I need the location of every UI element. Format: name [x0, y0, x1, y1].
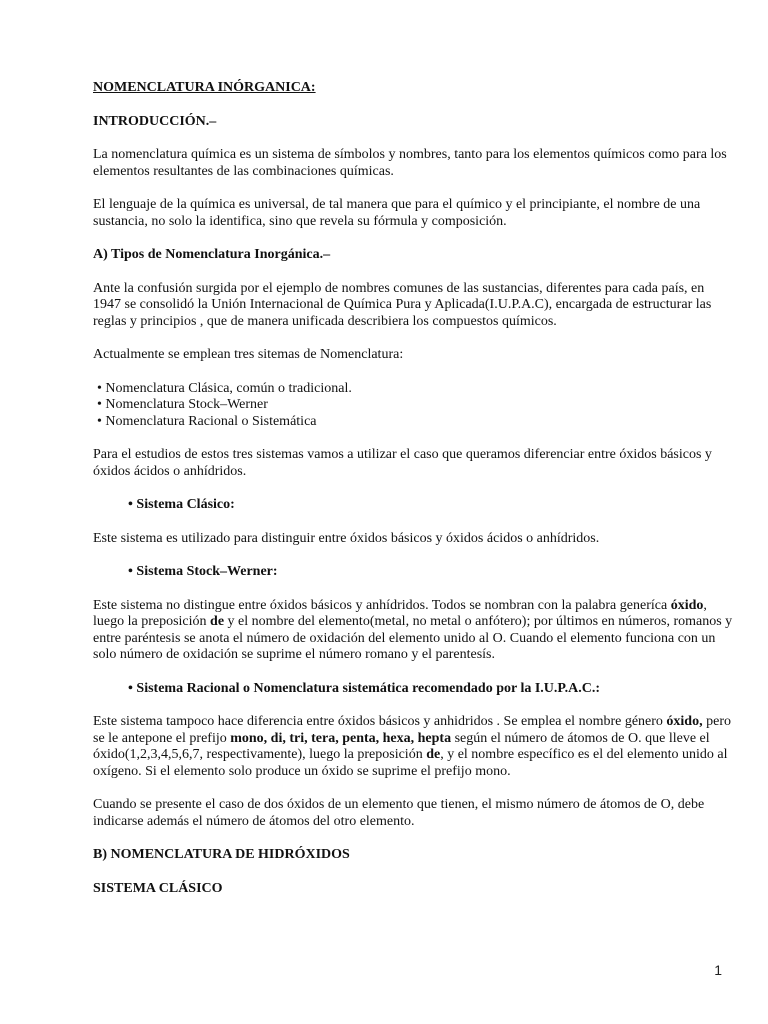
intro-paragraph-1: La nomenclatura química es un sistema de símbolos y nombres, tanto para los elementos químicos como para los elementos resultantes de las combinaciones químicas.	[93, 147, 727, 179]
systems-list	[93, 381, 733, 431]
list-item: • Nomenclatura Stock–Werner	[97, 397, 268, 412]
list-item: • Nomenclatura Racional o Sistemática	[97, 413, 317, 429]
racional-paragraph	[93, 714, 733, 780]
racional-heading: • Sistema Racional o Nomenclatura sistemática recomendado por la I.U.P.A.C.:	[128, 680, 601, 696]
section-b-heading: B) NOMENCLATURA DE HIDRÓXIDOS	[93, 847, 350, 862]
racional-bold-de: de	[426, 747, 441, 762]
intro-paragraph-2: El lenguaje de la química es universal, de tal manera que para el químico y el principiante, el nombre de una sustancia, no solo la identifica, sino que revela su fórmula y composición.	[93, 197, 701, 229]
section-a-paragraph-3: Para el estudios de estos tres sistemas vamos a utilizar el caso que queramos diferenciar entre óxidos básicos y óxidos ácidos o anhídridos.	[93, 447, 712, 479]
section-a-paragraph-2: Actualmente se emplean tres sitemas de Nomenclatura:	[93, 347, 404, 362]
stock-text-2: , luego la preposición	[93, 597, 707, 629]
section-a-heading: A) Tipos de Nomenclatura Inorgánica.–	[93, 247, 331, 262]
racional-bold-oxido: óxido,	[666, 714, 703, 729]
list-item: • Nomenclatura Clásica, común o tradicional.	[97, 380, 352, 396]
clasico-paragraph: Este sistema es utilizado para distinguir entre óxidos básicos y óxidos ácidos o anhídridos.	[93, 530, 600, 546]
stock-bold-de: de	[210, 614, 225, 629]
stock-text-3: y el nombre del elemento(metal, no metal o anfótero); por últimos en números, romanos y entre paréntesis se anota el número de oxidación del elemento unido al O. Cuando el elemento funciona con un solo número de oxidación se suprime el número romano y el parentesís.	[93, 614, 733, 662]
stock-bold-oxido: óxido	[670, 597, 704, 613]
document-title: NOMENCLATURA INÓRGANICA:	[93, 80, 316, 95]
section-b-subheading: SISTEMA CLÁSICO	[93, 880, 223, 896]
racional-text-2: pero se le antepone el prefijo	[93, 714, 731, 746]
racional-text-4: , y el nombre específico es el del elemento unido al oxígeno. Si el elemento solo produce un óxido se suprime el prefijo mono.	[93, 747, 728, 779]
document-page	[93, 80, 733, 914]
section-a-paragraph-1: Ante la confusión surgida por el ejemplo de nombres comunes de las sustancias, diferentes para cada país, en 1947 se consolidó la Unión Internacional de Química Pura y Aplicada(I.U.P.A.C), encargada de estructurar las reglas y principios , que de manera unificada describiera los compuestos químicos.	[93, 280, 712, 329]
stock-text-1: Este sistema no distingue entre óxidos básicos y anhídridos. Todos se nombran con la palabra generíca	[93, 597, 671, 613]
racional-bold-prefixes: mono, di, tri, tera, penta, hexa, hepta	[230, 730, 452, 746]
racional-paragraph-2: Cuando se presente el caso de dos óxidos de un elemento que tienen, el mismo número de átomos de O, debe indicarse además el número de átomos del otro elemento.	[93, 797, 705, 829]
intro-heading: INTRODUCCIÓN.–	[93, 113, 217, 129]
page-number: 1	[714, 962, 722, 978]
racional-text-3: según el número de átomos de O. que lleve el óxido(1,2,3,4,5,6,7, respectivamente), luego la preposición	[93, 730, 710, 762]
racional-text-1: Este sistema tampoco hace diferencia entre óxidos básicos y anhidridos . Se emplea el nombre género	[93, 714, 667, 729]
stock-heading: • Sistema Stock–Werner:	[128, 564, 278, 579]
clasico-heading: • Sistema Clásico:	[128, 497, 235, 512]
stock-paragraph	[93, 598, 733, 664]
